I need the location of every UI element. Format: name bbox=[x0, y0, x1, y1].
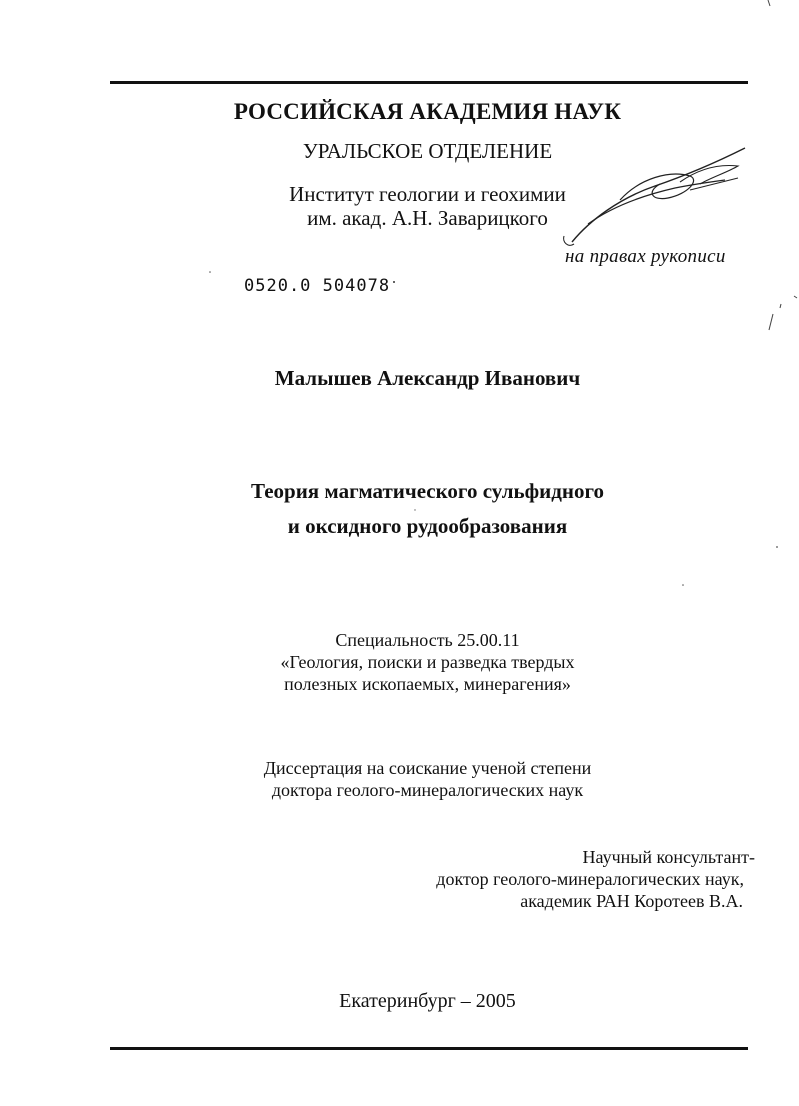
institute-line-2: им. акад. А.Н. Заварицкого bbox=[307, 206, 548, 230]
institute-line-1: Институт геологии и геохимии bbox=[289, 182, 566, 206]
author-name: Малышев Александр Иванович bbox=[274, 366, 581, 390]
degree-line-1: Диссертация на соискание ученой степени bbox=[263, 758, 592, 778]
advisor-line-2: доктор геолого-минералогических наук, bbox=[436, 869, 744, 889]
specialty-line-3: полезных ископаемых, минерагения» bbox=[284, 674, 571, 694]
advisor-line-1: Научный консультант- bbox=[582, 847, 755, 867]
specialty-line-2: «Геология, поиски и разведка твердых bbox=[280, 652, 575, 672]
dissertation-title-line-2: и оксидного рудообразования bbox=[287, 514, 568, 538]
advisor-line-3: академик РАН Коротеев В.А. bbox=[520, 891, 743, 911]
academy-name: РОССИЙСКАЯ АКАДЕМИЯ НАУК bbox=[233, 99, 622, 124]
branch-name: УРАЛЬСКОЕ ОТДЕЛЕНИЕ bbox=[302, 139, 553, 163]
catalog-code: 0520.0 504078 bbox=[244, 276, 391, 296]
place-and-year: Екатеринбург – 2005 bbox=[339, 990, 516, 1012]
specialty-line-1: Специальность 25.00.11 bbox=[335, 630, 520, 650]
manuscript-note: на правах рукописи bbox=[565, 246, 726, 267]
dissertation-title-line-1: Теория магматического сульфидного bbox=[251, 479, 604, 503]
top-rule bbox=[110, 81, 748, 84]
signature-icon bbox=[560, 138, 760, 258]
degree-line-2: доктора геолого-минералогических наук bbox=[271, 780, 584, 800]
bottom-rule bbox=[110, 1047, 748, 1050]
